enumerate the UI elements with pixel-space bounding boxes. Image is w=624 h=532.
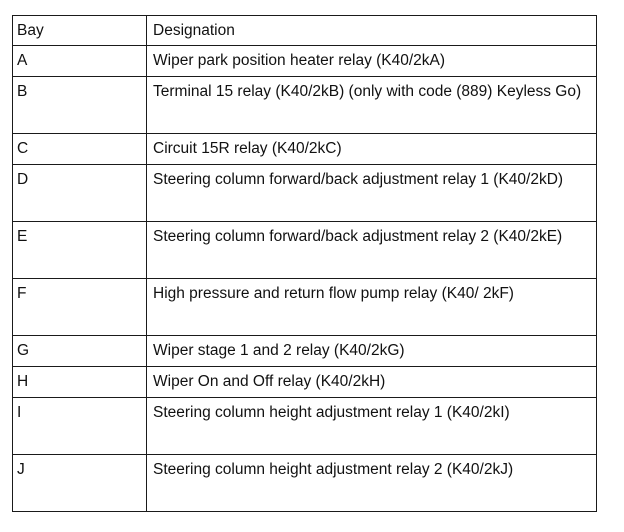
- table-row: [13, 398, 597, 455]
- relay-bay-table: [12, 15, 597, 512]
- designation-cell: Wiper park position heater relay (K40/2kA): [147, 46, 597, 77]
- table-row: [13, 336, 597, 367]
- bay-cell: E: [13, 222, 147, 279]
- column-header-bay: Bay: [13, 16, 147, 46]
- designation-cell: Wiper On and Off relay (K40/2kH): [147, 367, 597, 398]
- designation-cell: Steering column height adjustment relay 2 (K40/2kJ): [147, 455, 597, 512]
- table-row: [13, 134, 597, 165]
- designation-cell: Steering column height adjustment relay 1 (K40/2kI): [147, 398, 597, 455]
- table-row: [13, 222, 597, 279]
- designation-cell: Wiper stage 1 and 2 relay (K40/2kG): [147, 336, 597, 367]
- designation-cell: High pressure and return flow pump relay (K40/ 2kF): [147, 279, 597, 336]
- bay-cell: I: [13, 398, 147, 455]
- bay-cell: C: [13, 134, 147, 165]
- bay-cell: A: [13, 46, 147, 77]
- table-row: [13, 46, 597, 77]
- bay-cell: D: [13, 165, 147, 222]
- designation-cell: Steering column forward/back adjustment relay 1 (K40/2kD): [147, 165, 597, 222]
- table-row: [13, 367, 597, 398]
- table-row: [13, 77, 597, 134]
- table-header-row: [13, 16, 597, 46]
- bay-cell: B: [13, 77, 147, 134]
- bay-cell: G: [13, 336, 147, 367]
- bay-cell: H: [13, 367, 147, 398]
- table-row: [13, 279, 597, 336]
- bay-cell: F: [13, 279, 147, 336]
- table-row: [13, 165, 597, 222]
- table-row: [13, 455, 597, 512]
- designation-cell: Circuit 15R relay (K40/2kC): [147, 134, 597, 165]
- column-header-designation: Designation: [147, 16, 597, 46]
- designation-cell: Terminal 15 relay (K40/2kB) (only with code (889) Keyless Go): [147, 77, 597, 134]
- designation-cell: Steering column forward/back adjustment relay 2 (K40/2kE): [147, 222, 597, 279]
- bay-cell: J: [13, 455, 147, 512]
